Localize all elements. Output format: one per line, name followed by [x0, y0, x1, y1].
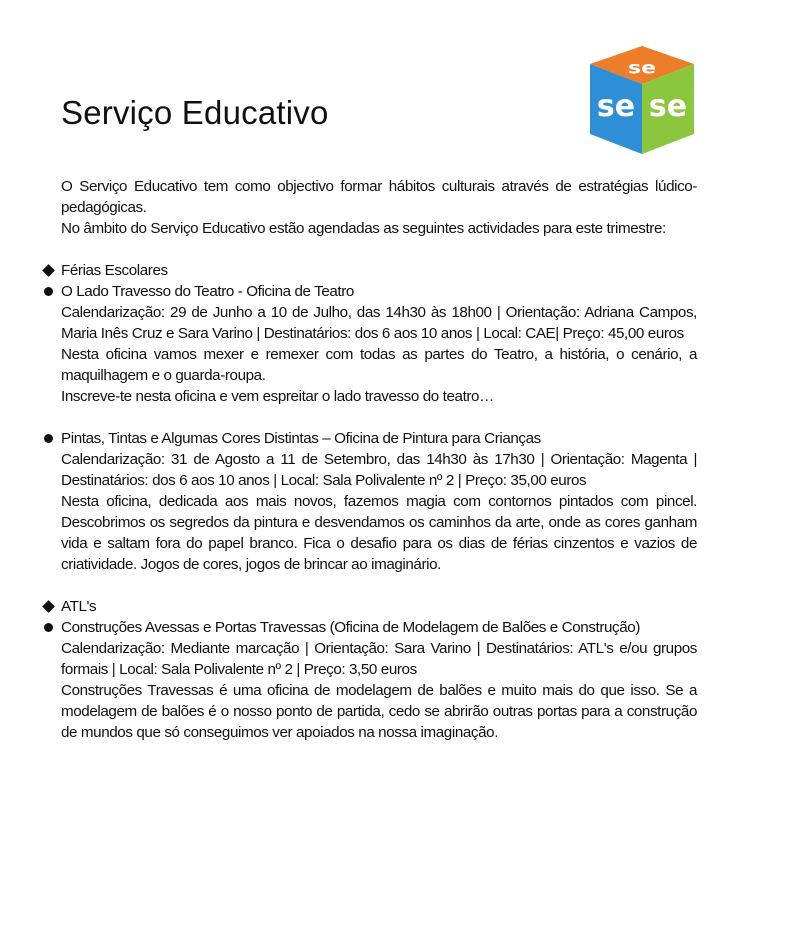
activity-extra: Inscreve-te nesta oficina e vem espreitar o lado travesso do teatro…: [61, 388, 494, 405]
activity-title: Construções Avessas e Portas Travessas (Oficina de Modelagem de Balões e Construção): [61, 619, 640, 636]
activity-title: Pintas, Tintas e Algumas Cores Distintas – Oficina de Pintura para Crianças: [61, 430, 541, 447]
activity-construcoes: [61, 617, 697, 638]
round-bullet-icon: [41, 617, 55, 638]
intro-paragraph-2: No âmbito do Serviço Educativo estão agendadas as seguintes actividades para este trimestre:: [61, 220, 666, 237]
activity-details: Calendarização: 29 de Junho a 10 de Julho, das 14h30 às 18h00 | Orientação: Adriana Campos, Maria Inês Cruz e Sara Varino | Destinatários: dos 6 aos 10 anos | Local: CAE| Preço: 45,00 euros: [61, 304, 697, 342]
page-title: Serviço Educativo: [61, 94, 329, 131]
activity-title: O Lado Travesso do Teatro - Oficina de Teatro: [61, 283, 354, 300]
logo-right-letters: se: [648, 89, 688, 124]
diamond-bullet-icon: [41, 596, 55, 617]
diamond-bullet-icon: [41, 260, 55, 281]
activity-description: Nesta oficina, dedicada aos mais novos, fazemos magia com contornos pintados com pincel. Descobrimos os segredos da pintura e desvendamos os caminhos da arte, onde as cores ganham vida e saltam fora do papel branco. Fica o desafio para os dias de férias cinzentos e vazios de criatividade. Jogos de cores, jogos de brincar ao imaginário.: [61, 493, 697, 573]
activity-details: Calendarização: Mediante marcação | Orientação: Sara Varino | Destinatários: ATL's e/ou grupos formais | Local: Sala Polivalente nº 2 | Preço: 3,50 euros: [61, 640, 697, 678]
activity-description: Nesta oficina vamos mexer e remexer com todas as partes do Teatro, a história, o cenário, a maquilhagem e o guarda-roupa.: [61, 346, 697, 384]
round-bullet-icon: [41, 428, 55, 449]
section-heading-text: ATL's: [61, 598, 97, 615]
logo-left-letters: se: [596, 89, 636, 124]
activity-teatro: [61, 281, 697, 302]
logo-top-letters: se: [627, 58, 657, 78]
main-content: [61, 176, 697, 743]
section-heading-ferias: [61, 260, 697, 281]
serviço-educativo-logo: [586, 44, 698, 156]
activity-description: Construções Travessas é uma oficina de modelagem de balões e muito mais do que isso. Se a modelagem de balões é o nosso ponto de partida, cedo se abrirão outras portas para a construção de mundos que só conseguimos ver apoiados na nossa imaginação.: [61, 682, 697, 741]
section-heading-atls: [61, 596, 697, 617]
activity-details: Calendarização: 31 de Agosto a 11 de Setembro, das 14h30 às 17h30 | Orientação: Magenta | Destinatários: dos 6 aos 10 anos | Local: Sala Polivalente nº 2 | Preço: 35,00 euros: [61, 451, 697, 489]
round-bullet-icon: [41, 281, 55, 302]
section-heading-text: Férias Escolares: [61, 262, 168, 279]
activity-pintura: [61, 428, 697, 449]
intro-paragraph-1: O Serviço Educativo tem como objectivo formar hábitos culturais através de estratégias lúdico-pedagógicas.: [61, 178, 697, 216]
